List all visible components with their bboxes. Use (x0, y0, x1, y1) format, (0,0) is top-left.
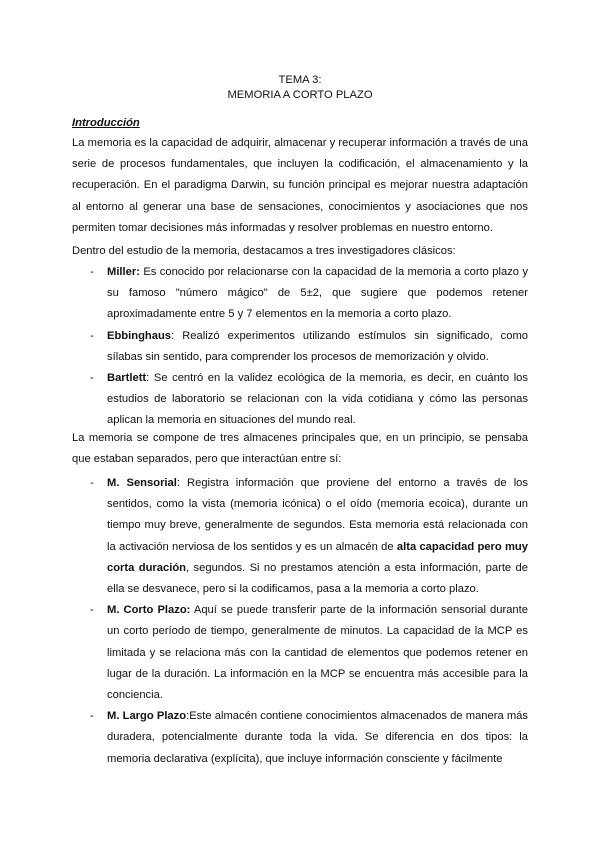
list-item (72, 473, 528, 600)
list-marker: - (90, 266, 94, 278)
list-marker: - (90, 710, 94, 723)
store-highlight: alta capacidad pero muy corta duración (107, 540, 528, 574)
section-heading-intro: Introducción (72, 117, 140, 129)
list-marker: - (90, 329, 94, 342)
list-item (72, 706, 528, 770)
store-text: :Este almacén contiene conocimientos almacenados de manera más duradera, potencialmente durante toda la vida. Se diferencia en dos tipos: la memoria declarativa (explícita), que incluye información consciente y fácilmente (107, 710, 528, 765)
investigator-text: : Realizó experimentos utilizando estímulos sin significado, como sílabas sin sentido, para comprender los procesos de memorización y olvido. (107, 329, 528, 363)
memory-stores-list (72, 473, 528, 770)
page-title: MEMORIA A CORTO PLAZO (227, 89, 373, 101)
investigators-list (72, 262, 528, 432)
store-name-largo-plazo: M. Largo Plazo (107, 710, 187, 723)
investigator-name: Ebbinghaus (107, 329, 172, 342)
store-name-corto-plazo: M. Corto Plazo: (107, 604, 191, 617)
investigators-lead: Dentro del estudio de la memoria, destacamos a tres investigadores clásicos: (72, 245, 456, 257)
investigator-name: Miller: (107, 266, 140, 278)
list-item (72, 262, 528, 326)
intro-paragraph: La memoria es la capacidad de adquirir, almacenar y recuperar información a través de una serie de procesos fundamentales, que incluyen la codificación, el almacenamiento y la recuperación. En el paradigma Darwin, su función principal es mejorar nuestra adaptación al entorno al generar una base de sensaciones, conocimientos y asociaciones que nos permiten tomar decisiones más informadas y resolver problemas en nuestro entorno. (72, 137, 528, 234)
investigator-text: : Se centró en la validez ecológica de la memoria, es decir, en cuánto los estudios de laboratorio se relacionan con la vida cotidiana y cómo las personas aplican la memoria en situaciones del mundo real. (107, 372, 528, 427)
list-marker: - (90, 477, 94, 489)
topic-number: TEMA 3: (278, 74, 322, 86)
list-item (72, 326, 528, 368)
list-marker: - (90, 372, 94, 385)
investigator-name: Bartlett (107, 372, 147, 385)
store-text: , segundos. Si no prestamos atención a esta información, parte de ella se desvanece, pero si la codificamos, pasa a la memoria a corto plazo. (107, 561, 528, 596)
list-item (72, 368, 528, 432)
investigator-text: Es conocido por relacionarse con la capacidad de la memoria a corto plazo y su famoso "número mágico" de 5±2, que sugiere que podemos retener aproximadamente entre 5 y 7 elementos en la memoria a corto plazo. (107, 266, 528, 321)
store-text: : Registra información que proviene del entorno a través de los sentidos, como la vista (memoria icónica) o el oído (memoria ecoica), durante un tiempo muy breve, generalmente de segundos. Esta memoria está relacionada con la activación nerviosa de los sentidos y es un almacén de (107, 477, 528, 553)
list-item (72, 600, 528, 706)
stores-lead: La memoria se compone de tres almacenes principales que, en un principio, se pensaba que estaban separados, pero que interactúan entre sí: (72, 432, 528, 466)
store-text: Aquí se puede transferir parte de la información sensorial durante un corto período de tiempo, generalmente de minutos. La capacidad de la MCP es limitada y se relaciona más con la cantidad de elementos que podemos retener en lugar de la duración. La información en la MCP se encuentra más accesible para la conciencia. (107, 604, 528, 702)
store-name-sensorial: M. Sensorial (107, 477, 177, 489)
list-marker: - (90, 604, 94, 617)
